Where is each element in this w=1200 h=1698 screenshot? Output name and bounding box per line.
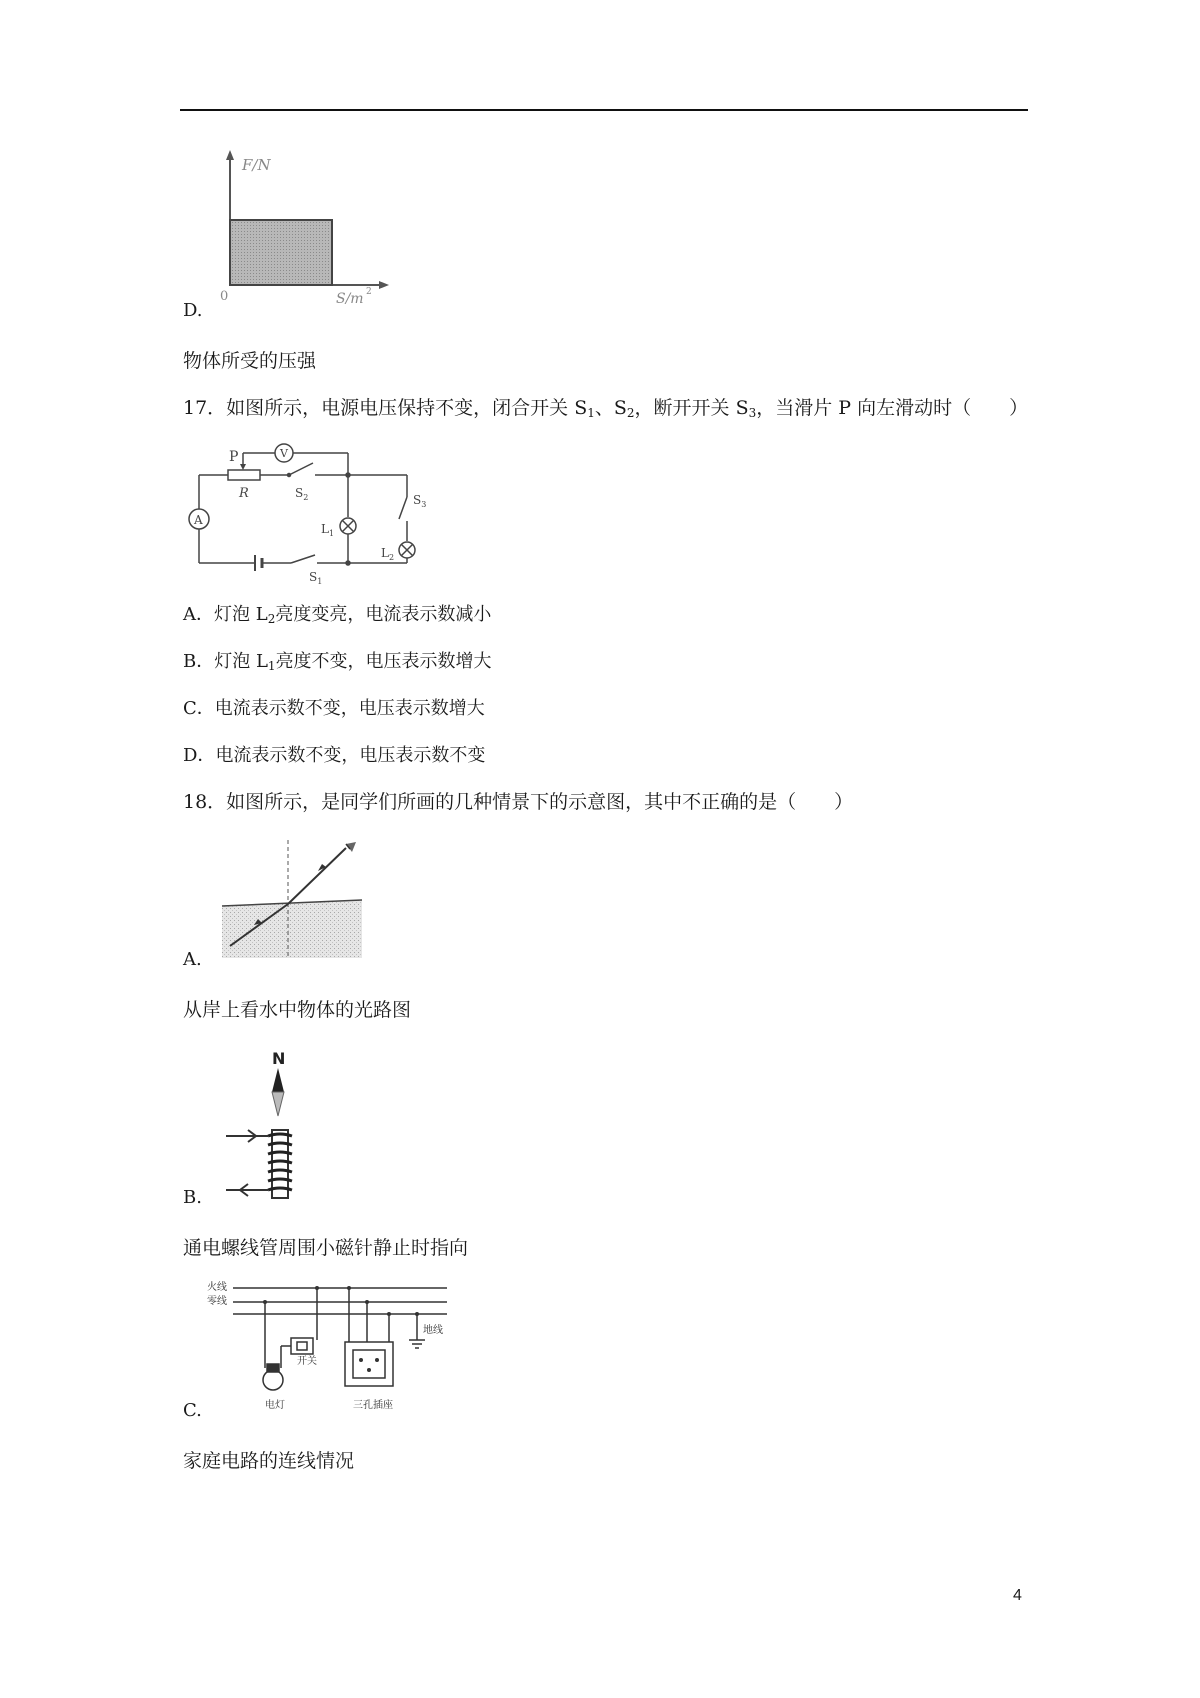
y-axis-label: F/N xyxy=(242,156,271,174)
q18-option-a-caption: 从岸上看水中物体的光路图 xyxy=(183,999,412,1021)
q18-solenoid-diagram xyxy=(220,1046,310,1196)
live-wire-label: 火线 xyxy=(207,1282,227,1293)
lamp-1-label: $L_1$ xyxy=(321,522,335,538)
q16-option-d-letter: D. xyxy=(183,300,203,321)
q17-option-c: C．电流表示数不变，电压表示数增大 xyxy=(183,698,485,719)
page-number: 4 xyxy=(1013,1587,1022,1604)
q17-option-d: D．电流表示数不变，电压表示数不变 xyxy=(183,745,486,766)
resistor-label: R xyxy=(239,486,249,501)
q17-option-b: B．灯泡 $L_1$亮度不变，电压表示数增大 xyxy=(183,651,492,673)
q18-household-circuit-diagram xyxy=(205,1280,455,1420)
socket-label: 三孔插座 xyxy=(353,1400,393,1411)
x-axis-label: S/m xyxy=(336,291,364,307)
q18-option-b-letter: B. xyxy=(183,1187,202,1208)
q18-option-b-caption: 通电螺线管周围小磁针静止时指向 xyxy=(183,1237,469,1259)
needle-n-label: N xyxy=(272,1049,286,1068)
neutral-wire-label: 零线 xyxy=(207,1296,227,1307)
q17-stem: 17．如图所示，电源电压保持不变，闭合开关 $S_1$、$S_2$，断开开关 $S_3$，当滑片 P 向左滑动时（ ） xyxy=(183,397,1029,420)
q17-circuit-diagram xyxy=(183,437,433,586)
switch-2-label: $S_2$ xyxy=(295,486,309,502)
q18-option-a-letter: A. xyxy=(183,949,202,970)
q18-option-c-caption: 家庭电路的连线情况 xyxy=(183,1450,355,1472)
q18-stem: 18．如图所示，是同学们所画的几种情景下的示意图，其中不正确的是（ ） xyxy=(183,791,854,813)
switch-1-label: $S_1$ xyxy=(309,570,323,586)
ground-wire-label: 地线 xyxy=(423,1325,443,1336)
switch-label: 开关 xyxy=(297,1356,317,1367)
pressure-force-area-graph xyxy=(208,150,398,307)
lamp-2-label: $L_2$ xyxy=(381,546,395,562)
origin-label: 0 xyxy=(220,289,229,304)
slider-label: P xyxy=(229,449,239,465)
q18-refraction-diagram xyxy=(222,840,362,960)
header-rule xyxy=(180,109,1028,111)
switch-3-label: $S_3$ xyxy=(413,493,427,509)
q18-option-c-letter: C. xyxy=(183,1400,202,1421)
lamp-label: 电灯 xyxy=(265,1400,285,1411)
q17-option-a: A．灯泡 $L_2$亮度变亮，电流表示数减小 xyxy=(183,604,492,626)
q16-option-d-caption: 物体所受的压强 xyxy=(183,350,317,372)
ammeter-label: A xyxy=(194,513,203,527)
voltmeter-label: V xyxy=(280,447,288,460)
x-axis-unit-power: 2 xyxy=(366,287,372,297)
